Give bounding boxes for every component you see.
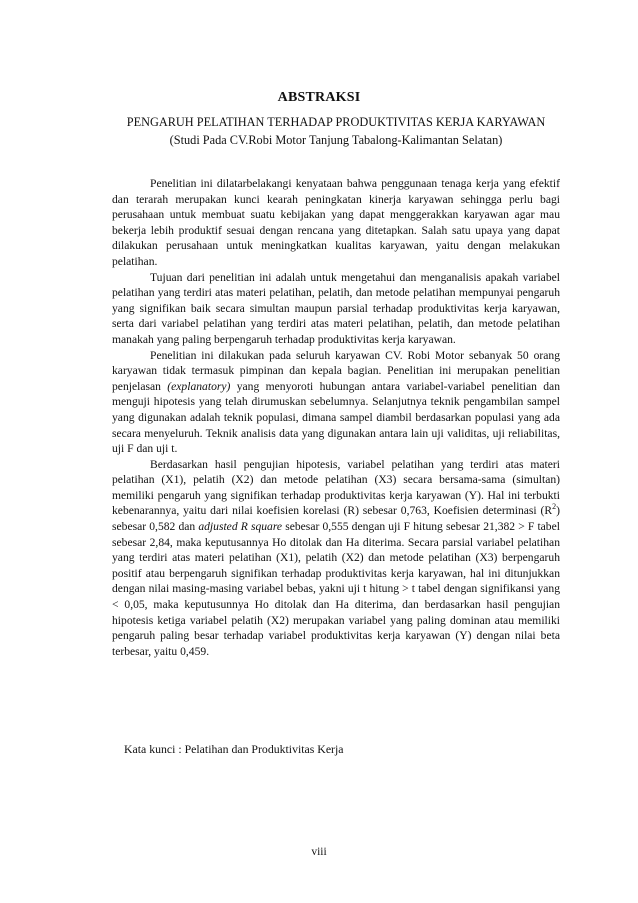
results-text-a: Berdasarkan hasil pengujian hipotesis, variabel pelatihan yang terdiri atas materi pelatihan (X1), pelatih (X2) dan metode pelatihan (X3) secara bersama-sama (simultan) memiliki pengaruh yang signifikan terhadap produktivitas kerja karyawan (Y). Hal ini terbukti kebenarannya, yaitu dari nilai koefisien korelasi (R) sebesar 0,763, Koefisien determinasi (R <box>112 457 560 518</box>
abstract-heading: ABSTRAKSI <box>277 90 361 105</box>
paragraph-method <box>112 348 560 457</box>
document-title: PENGARUH PELATIHAN TERHADAP PRODUKTIVITAS KERJA KARYAWAN <box>126 115 546 129</box>
abstract-body <box>112 176 560 659</box>
paragraph-results <box>112 457 560 660</box>
document-subtitle: (Studi Pada CV.Robi Motor Tanjung Tabalong-Kalimantan Selatan) <box>169 133 503 147</box>
page-number: viii <box>311 846 327 858</box>
paragraph-objective: Tujuan dari penelitian ini adalah untuk mengetahui dan menganalisis apakah variabel pelatihan yang terdiri atas materi pelatihan, pelatih, dan metode pelatihan mempunyai pengaruh yang signifikan baik secara simultan maupun parsial terhadap produktivitas kerja karyawan, serta dari variabel pelatihan yang terdiri atas materi pelatihan, pelatih, dan metode pelatihan manakah yang paling berpengaruh terhadap produktivitas kerja karyawan. <box>112 270 560 346</box>
explanatory-term: (explanatory) <box>167 379 231 393</box>
results-text-c: sebesar 0,555 dengan uji F hitung sebesar 21,382 > F tabel sebesar 2,84, maka keputusannya Ho ditolak dan Ha diterima. Secara parsial variabel pelatihan yang terdiri atas materi pelatihan (X1), pelatih (X2) dan metode pelatihan (X3) berpengaruh positif atau berpengaruh signifikan terhadap produktivitas kerja karyawan, hal ini ditunjukkan dengan nilai masing-masing variabel bebas, yakni uji t hitung > t tabel dengan signifikansi yang < 0,05, maka keputusunnya Ho ditolak dan Ha diterima, dan berdasarkan hasil pengujian hipotesis ketiga variabel pelatih (X2) merupakan variabel yang paling dominan atau memiliki pengaruh paling besar terhadap variabel produktivitas kerja karyawan (Y) dengan nilai beta terbesar, yaitu 0,459. <box>112 520 560 658</box>
paragraph-background: Penelitian ini dilatarbelakangi kenyataan bahwa penggunaan tenaga kerja yang efektif dan terarah merupakan kunci kearah peningkatan kinerja karyawan sehingga perlu bagi perusahaan untuk membuat suatu kebijakan yang dapat menggerakkan karyawan agar mau bekerja lebih produktif sesuai dengan rencana yang ditetapkan. Salah satu upaya yang dapat dilakukan perusahaan untuk meningkatkan kualitas karyawan, yaitu dengan melakukan pelatihan. <box>112 177 560 268</box>
adjusted-r-square-term: adjusted R square <box>198 520 283 534</box>
results-text-b: ) sebesar 0,582 dan <box>112 504 560 534</box>
keywords: Kata kunci : Pelatihan dan Produktivitas Kerja <box>124 742 344 756</box>
method-text-a: Penelitian ini dilakukan pada seluruh karyawan CV. Robi Motor sebanyak 50 orang karyawan tidak termasuk pimpinan dan kepala bagian. Penelitian ini merupakan penelitian penjelasan <box>112 348 560 393</box>
r-squared-superscript: 2 <box>552 502 557 512</box>
method-text-b: yang menyoroti hubungan antara variabel-variabel penelitian dan menguji hipotesis yang telah dirumuskan sebelumnya. Selanjutnya teknik pengambilan sampel yang digunakan adalah teknik populasi, dimana sampel diambil berdasarkan populasi yang ada secara menyeluruh. Teknik analisis data yang digunakan antara lain uji validitas, uji reliabilitas, uji F dan uji t. <box>112 379 560 456</box>
